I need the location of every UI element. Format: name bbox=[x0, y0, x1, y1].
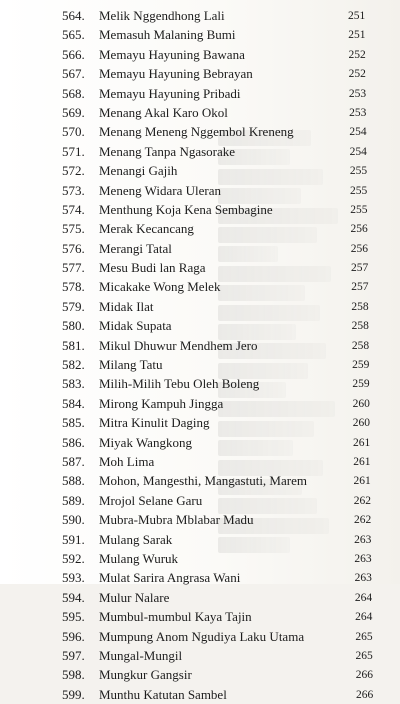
entry-title: Miyak Wangkong bbox=[99, 434, 192, 450]
entry-title: Meneng Widara Uleran bbox=[99, 182, 221, 198]
toc-entry bbox=[0, 297, 400, 316]
entry-page-number: 265 bbox=[355, 630, 373, 643]
entry-title: Mumpung Anom Ngudiya Laku Utama bbox=[99, 628, 305, 644]
toc-entry bbox=[0, 142, 400, 161]
entry-title: Menang Tanpa Ngasorake bbox=[99, 143, 236, 159]
toc-entry bbox=[0, 277, 400, 296]
entry-number: 579. bbox=[62, 298, 85, 314]
entry-number: 571. bbox=[62, 143, 85, 159]
entry-title: Mungkur Gangsir bbox=[99, 667, 192, 683]
toc-entry bbox=[0, 433, 400, 452]
entry-number: 569. bbox=[62, 104, 85, 120]
entry-page-number: 266 bbox=[355, 669, 374, 682]
toc-entry bbox=[0, 665, 400, 684]
toc-entry bbox=[0, 103, 400, 122]
entry-page-number: 259 bbox=[352, 378, 370, 391]
entry-title: Mulat Sarira Angrasa Wani bbox=[99, 570, 241, 586]
toc-entry bbox=[0, 646, 400, 665]
entry-number: 568. bbox=[62, 85, 85, 101]
entry-page-number: 252 bbox=[348, 48, 366, 61]
entry-number: 595. bbox=[62, 609, 85, 625]
toc-entry bbox=[0, 394, 400, 413]
entry-page-number: 262 bbox=[353, 514, 372, 527]
toc-entry bbox=[0, 452, 400, 471]
entry-page-number: 263 bbox=[354, 533, 372, 546]
entry-number: 584. bbox=[62, 395, 85, 411]
entry-title: Micakake Wong Melek bbox=[99, 279, 221, 295]
entry-title: Memayu Hayuning Bebrayan bbox=[99, 66, 253, 82]
toc-entry bbox=[0, 607, 400, 626]
entry-page-number: 258 bbox=[351, 320, 369, 333]
entry-number: 594. bbox=[62, 589, 85, 605]
toc-entry bbox=[0, 549, 400, 568]
entry-number: 586. bbox=[62, 434, 85, 450]
toc-entry bbox=[0, 588, 400, 607]
entry-title: Mrojol Selane Garu bbox=[99, 492, 203, 508]
toc-entry bbox=[0, 568, 400, 587]
entry-page-number: 263 bbox=[354, 552, 372, 565]
entry-number: 575. bbox=[62, 221, 85, 237]
entry-title: Moh Lima bbox=[99, 453, 155, 469]
entry-title: Midak Supata bbox=[99, 318, 172, 334]
toc-entry bbox=[0, 122, 400, 141]
entry-title: Memasuh Malaning Bumi bbox=[99, 27, 236, 43]
entry-title: Menang Akal Karo Okol bbox=[99, 104, 228, 120]
entry-number: 576. bbox=[62, 240, 85, 256]
entry-title: Mubra-Mubra Mblabar Madu bbox=[99, 512, 254, 528]
toc-entry bbox=[0, 25, 400, 44]
entry-number: 582. bbox=[62, 357, 85, 373]
entry-title: Munthu Katutan Sambel bbox=[99, 686, 227, 702]
entry-number: 598. bbox=[62, 667, 85, 683]
entry-page-number: 254 bbox=[349, 145, 367, 158]
entry-page-number: 259 bbox=[352, 359, 370, 372]
entry-number: 573. bbox=[62, 182, 85, 198]
entry-page-number: 262 bbox=[353, 494, 371, 507]
entry-number: 591. bbox=[62, 531, 85, 547]
entry-page-number: 260 bbox=[352, 417, 371, 430]
entry-page-number: 251 bbox=[348, 29, 366, 42]
entry-number: 599. bbox=[62, 686, 85, 702]
entry-number: 597. bbox=[62, 647, 85, 663]
entry-number: 588. bbox=[62, 473, 85, 489]
toc-entry bbox=[0, 45, 400, 64]
entry-page-number: 255 bbox=[349, 165, 368, 178]
entry-page-number: 257 bbox=[350, 262, 369, 275]
entry-page-number: 258 bbox=[351, 300, 369, 313]
entry-number: 587. bbox=[62, 453, 85, 469]
entry-number: 564. bbox=[62, 8, 85, 23]
entry-number: 590. bbox=[62, 512, 85, 528]
entry-number: 585. bbox=[62, 415, 85, 431]
toc-entry bbox=[0, 84, 400, 103]
entry-title: Mumbul-mumbul Kaya Tajin bbox=[99, 609, 252, 625]
entry-page-number: 258 bbox=[351, 339, 370, 352]
entry-page-number: 260 bbox=[352, 397, 370, 410]
entry-page-number: 261 bbox=[353, 455, 371, 468]
entry-number: 589. bbox=[62, 492, 85, 508]
entry-page-number: 253 bbox=[348, 87, 367, 100]
entry-page-number: 261 bbox=[353, 475, 371, 488]
table-of-contents bbox=[0, 6, 400, 704]
toc-entry bbox=[0, 374, 400, 393]
toc-entry bbox=[0, 239, 400, 258]
entry-page-number: 265 bbox=[355, 649, 373, 662]
toc-entry bbox=[0, 219, 400, 238]
toc-entry bbox=[0, 6, 400, 25]
entry-page-number: 255 bbox=[350, 203, 368, 216]
entry-page-number: 263 bbox=[354, 572, 372, 585]
entry-number: 578. bbox=[62, 279, 85, 295]
entry-title: Mohon, Mangesthi, Mangastuti, Marem bbox=[99, 473, 307, 489]
entry-title: Mirong Kampuh Jingga bbox=[99, 395, 224, 411]
entry-title: Merangi Tatal bbox=[99, 240, 172, 256]
entry-page-number: 256 bbox=[350, 223, 368, 236]
entry-page-number: 261 bbox=[353, 436, 371, 449]
entry-number: 570. bbox=[62, 124, 85, 140]
entry-title: Mulur Nalare bbox=[99, 589, 170, 605]
entry-title: Melik Nggendhong Lali bbox=[99, 8, 225, 23]
toc-entry bbox=[0, 258, 400, 277]
entry-title: Memayu Hayuning Pribadi bbox=[99, 85, 241, 101]
entry-title: Milang Tatu bbox=[99, 357, 163, 373]
entry-page-number: 264 bbox=[354, 591, 373, 604]
entry-number: 577. bbox=[62, 260, 85, 276]
entry-number: 580. bbox=[62, 318, 85, 334]
entry-page-number: 254 bbox=[349, 126, 367, 139]
toc-entry bbox=[0, 200, 400, 219]
toc-entry bbox=[0, 491, 400, 510]
toc-entry bbox=[0, 181, 400, 200]
entry-title: Memayu Hayuning Bawana bbox=[99, 46, 245, 62]
toc-entry bbox=[0, 471, 400, 490]
entry-title: Mungal-Mungil bbox=[99, 647, 183, 663]
toc-entry bbox=[0, 355, 400, 374]
entry-number: 581. bbox=[62, 337, 85, 353]
entry-number: 593. bbox=[62, 570, 85, 586]
entry-number: 565. bbox=[62, 27, 85, 43]
entry-title: Mesu Budi lan Raga bbox=[99, 260, 206, 276]
entry-page-number: 257 bbox=[351, 281, 369, 294]
entry-number: 583. bbox=[62, 376, 85, 392]
toc-entry bbox=[0, 627, 400, 646]
entry-page-number: 256 bbox=[350, 242, 368, 255]
toc-entry bbox=[0, 161, 400, 180]
toc-entry bbox=[0, 685, 400, 704]
entry-number: 566. bbox=[62, 46, 85, 62]
entry-title: Mulang Sarak bbox=[99, 531, 173, 547]
entry-page-number: 253 bbox=[349, 106, 367, 119]
entry-title: Mitra Kinulit Daging bbox=[99, 415, 210, 431]
toc-entry bbox=[0, 413, 400, 432]
entry-number: 574. bbox=[62, 201, 85, 217]
entry-number: 592. bbox=[62, 550, 85, 566]
entry-title: Midak Ilat bbox=[99, 298, 154, 314]
entry-title: Merak Kecancang bbox=[99, 221, 194, 237]
entry-title: Mulang Wuruk bbox=[99, 550, 179, 566]
entry-title: Menang Meneng Nggembol Kreneng bbox=[99, 124, 294, 140]
entry-title: Menthung Koja Kena Sembagine bbox=[99, 201, 273, 217]
entry-number: 572. bbox=[62, 163, 85, 179]
entry-title: Milih-Milih Tebu Oleh Boleng bbox=[99, 376, 260, 392]
entry-title: Menangi Gajih bbox=[99, 163, 178, 179]
toc-entry bbox=[0, 510, 400, 529]
entry-number: 596. bbox=[62, 628, 85, 644]
entry-page-number: 264 bbox=[355, 611, 373, 624]
toc-entry bbox=[0, 336, 400, 355]
entry-number: 567. bbox=[62, 66, 85, 82]
entry-page-number: 252 bbox=[348, 68, 366, 81]
entry-title: Mikul Dhuwur Mendhem Jero bbox=[99, 337, 258, 353]
entry-page-number: 255 bbox=[350, 184, 368, 197]
entry-page-number: 266 bbox=[356, 688, 374, 701]
toc-entry bbox=[0, 530, 400, 549]
toc-entry bbox=[0, 64, 400, 83]
entry-page-number: 251 bbox=[348, 10, 366, 22]
toc-entry bbox=[0, 316, 400, 335]
